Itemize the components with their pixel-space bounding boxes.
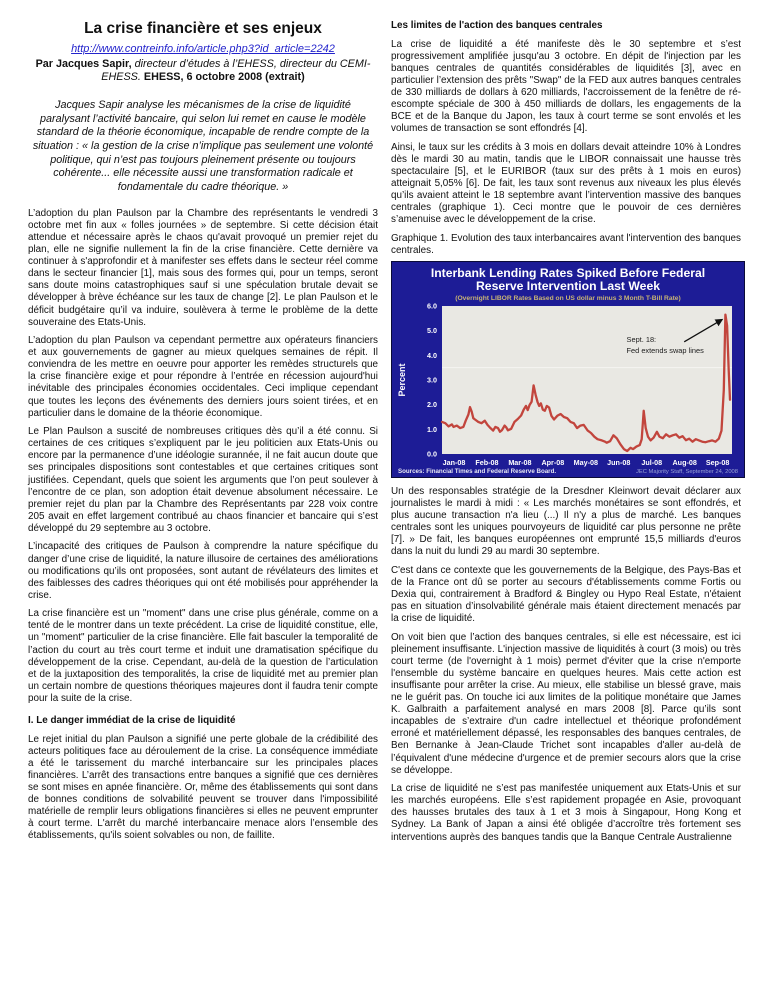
section-heading-central-banks: Les limites de l'action des banques centrales [391, 20, 603, 31]
paragraph: Ainsi, le taux sur les crédits à 3 mois en dollars devait atteindre 10% à Londres dès le mardi 30 au matin, tandis que le LIBOR connaissait une hausse très spectaculaire [5], et le EURIBOR (taux sur des prêts à 1 mois en euros) atteignait 5,05% [6]. De fait, les taux sont revenus aux niveaux les plus élevés qu’ils avaient atteint le 18 septembre avant l’intervention massive des banques centrales (graphique 1). Ceci montre que le pouvoir de ces dernières s’amenuise avec le développement de la crise. [391, 141, 741, 226]
chart-title-line1: Interbank Lending Rates Spiked Before Federal [430, 265, 706, 280]
abstract: Jacques Sapir analyse les mécanismes de la crise de liquidité paralysant l’activité bancaire, qui selon lui remet en cause le modèle standard de la théorie économique, incapable de rendre compte de la situation : « la gestion de la crise n’implique pas seulement une volonté politique, qui n’est pas toujours pleinement présente ou toujours cohérente... elle nécessite aussi une transformation radicale et fondamentale du cadre théorique. » [32, 98, 374, 194]
chart-x-axis-labels [443, 458, 730, 467]
x-tick-label: Sep-08 [705, 457, 730, 467]
x-tick-label: May-08 [573, 457, 599, 467]
byline-date: EHESS, 6 octobre 2008 (extrait) [143, 71, 305, 84]
chart-y-axis-title: Percent [397, 363, 407, 397]
right-column [391, 20, 741, 984]
byline [28, 58, 378, 85]
byline-role: directeur d’études à l’EHESS, directeur du CEMI-EHESS. [101, 58, 371, 84]
byline-author: Par Jacques Sapir, [35, 58, 132, 70]
paragraph: L’adoption du plan Paulson va cependant permettre aux opérateurs financiers et aux gouvernements de gagner au mieux quelques semaines de répit. Il conviendra de les mettre en oeuvre pour apporter les remèdes structurels que la crise financière exige et pour répondre à l’entrée en récession aujourd'hui inévitable des principales économies occidentales. Ceci implique cependant que toutes les leçons des événements des derniers jours soient tirées, et en particulier dans le domaine de la théorie économique. [28, 335, 378, 419]
paragraph: Le rejet initial du plan Paulson a signifié une perte globale de la crédibilité des acteurs politiques face au déroulement de la crise. La conséquence immédiate a été le tarissement du marché interbancaire sur les principales places financières. L’arrêt des transactions entre banques a signifié que ces dernières se sont mises en apnée financière. Or, même des établissements qui sont dans de bonnes conditions de solvabilité peuvent se trouver dans l'impossibilité matérielle de remplir leurs obligations financières si elles ne peuvent emprunter à court terme. L'arrêt du marché interbancaire menace alors l’ensemble des établissements, qu'ils soient solvables ou non, de faillite. [28, 733, 378, 842]
chart-sources: Sources: Financial Times and Federal Reserve Board. [398, 467, 557, 475]
y-tick-label: 5.0 [427, 326, 437, 336]
article-url-row [28, 39, 378, 57]
y-tick-label: 1.0 [427, 424, 437, 434]
y-tick-label: 2.0 [427, 400, 437, 410]
chart-caption: Graphique 1. Evolution des taux interbancaires avant l'intervention des banques centrales. [391, 232, 741, 256]
chart-annotation-line2: Fed extends swap lines [626, 345, 704, 355]
x-tick-label: Jul-08 [641, 457, 663, 467]
chart-plot-area [442, 306, 732, 454]
article-url-link[interactable]: http://www.contreinfo.info/article.php3?id_article=2242 [71, 43, 335, 55]
section-heading-liquidity-danger: I. Le danger immédiat de la crise de liquidité [28, 714, 236, 726]
chart-canvas [391, 261, 745, 478]
x-tick-label: Jan-08 [442, 457, 466, 467]
y-tick-label: 4.0 [427, 350, 437, 360]
paragraph: L’incapacité des critiques de Paulson à comprendre la nature spécifique du danger d’une crise de liquidité, la nature illusoire de certaines des améliorations ou modifications qu’ils ont proposées, sont autant de révélateurs des limites et des faiblesses des cadres théoriques qui ont été mobilisés pour appréhender la crise. [28, 541, 378, 601]
x-tick-label: Mar-08 [508, 457, 532, 467]
chart-annotation-line1: Sept. 18: [626, 334, 657, 344]
article-title: La crise financière et ses enjeux [84, 20, 322, 37]
x-tick-label: Feb-08 [475, 457, 499, 467]
paragraph: Le Plan Paulson a suscité de nombreuses critiques dès qu’il a été connu. Si certaines de ces critiques s’expliquent par le jeu politicien aux Etats-Unis ou encore par la permanence d’une idéologie surannée, il ne fait aucun doute que ses principales dispositions sont contestables et que certaines critiques sont justifiées. Cependant, quels que soient les arguments que l’on peut soulever à l’encontre de ce plan, son adoption était devenue absolument nécessaire. Le premier rejet du plan par la Chambre des Représentants par 228 voix contre 205 avait en effet largement contribué au chaos financier et bancaire qui s’est développé du 29 septembre au 3 octobre. [28, 426, 378, 534]
left-column [28, 20, 378, 984]
paragraph: L’adoption du plan Paulson par la Chambre des représentants le vendredi 3 octobre met fin aux « folles journées » de septembre. Si cette décision était attendue et nécessaire après le chaos qu'avait provoqué un premier rejet du plan, elle ne signifie nullement la fin de la crise financière. Cette dernière va continuer à s'approfondir et à manifester ses effets dans le secteur réel comme dans le secteur financier [1], mais sous des formes qui, pour un temps, seront sans doute moins catastrophiques sauf si une spéculation brutale devait se développer à brève échéance sur les taux de change [2]. Le plan Paulson et le déficit budgétaire qu’il va induire, soulèvera à terme le problème de la dette souveraine des Etats-Unis. [28, 207, 378, 328]
chart-title-line2: Reserve Intervention Last Week [475, 278, 661, 293]
y-tick-label: 6.0 [427, 301, 437, 311]
chart-subtitle: (Overnight LIBOR Rates Based on US dollar minus 3 Month T-Bill Rate) [455, 294, 681, 302]
y-tick-label: 0.0 [427, 449, 437, 459]
interbank-rates-chart [391, 261, 743, 478]
x-tick-label: Jun-08 [607, 457, 631, 467]
y-tick-label: 3.0 [427, 375, 437, 385]
x-tick-label: Apr-08 [541, 457, 565, 467]
paragraph: La crise de liquidité a été manifeste dès le 30 septembre et s’est progressivement amplifiée jusqu'au 3 octobre. En dépit de l'injection par les banques centrales de quantités considérables de liquidités [3], avec en particulier l’extension des prêts "Swap" de la FED aux autres banques centrales de 330 milliards de dollars à 620 milliards, l'accroissement de la fenêtre de ré-escompte spéciale de 300 à 450 milliards de dollars, les engagements de la BCE et de la Banque du Japon, les taux à court terme se sont envolés et les volumes de transaction se sont effondrés [4]. [391, 38, 741, 135]
x-tick-label: Aug-08 [672, 457, 697, 467]
paragraph: Un des responsables stratégie de la Dresdner Kleinwort devait déclarer aux journalistes le mardi à midi : « Les marchés monétaires se sont effondrés, et plus aucune transaction n'a lieu (...) Il n'y a plus de marché. Les banques centrales sont les uniques pourvoyeurs de liquidité car plus personne ne prête [7]. » De fait, les banques européennes ont emprunté 15,5 milliards d'euros dans la nuit du lundi 29 au mardi 30 septembre. [391, 485, 741, 558]
paragraph: On voit bien que l’action des banques centrales, si elle est nécessaire, est ici pleinement insuffisante. L'injection massive de liquidités à court (3 mois) ou très court terme (de l'overnight à 1 mois) permet d'éviter que la crise n'emporte l'ensemble du système bancaire en quelques heures. Mais cette action est insuffisante pour arrêter la crise. Au mieux, elle stabilise un blessé grave, mais ne le guérit pas. On touche ici aux limites de la politique monétaire que James K. Galbraith a parfaitement analysé en mars 2008 [8]. Parce qu’ils sont incapables de s’extraire d'un cadre intellectuel et théorique profondément erroné et matériellement dépassé, les responsables des banques centrales, de Ben Bernanke à Jean-Claude Trichet sont incapables d'aller au-delà de l’équivalent d'une médecine d'urgence et de premier secours alors que la crise se développe. [391, 631, 741, 776]
chart-credit: JEC Majority Staff, September 24, 2008 [635, 468, 738, 475]
paragraph: La crise de liquidité ne s’est pas manifestée uniquement aux Etats-Unis et sur les marchés européens. Elle s’est rapidement propagée en Asie, provoquant des hausses brutales des taux à 1 et 3 mois à Singapour, Hong Kong et Sydney. La Bank of Japan a ainsi été obligée d’accroître très fortement ses interventions auprès des banques tandis que la Banque Centrale Australienne [391, 783, 741, 843]
paragraph: C'est dans ce contexte que les gouvernements de la Belgique, des Pays-Bas et de la France ont dû se porter au secours d'établissements comme Fortis ou Dexia qui, contrairement à Bradford & Bingley ou Hypo Real Estate, n'étaient pas en situation d’insolvabilité générale mais étaient directement menacés par la crise de liquidité. [391, 564, 741, 625]
paragraph: La crise financière est un "moment" dans une crise plus générale, comme on a tenté de le montrer dans un texte précédent. La crise de liquidité constitue, elle, un "moment" particulier de la crise financière. Elle fait basculer la temporalité de l’action du court au très court terme et induit une dramatisation spécifique du développement de la crise. Cependant, au-delà de la question de l’articulation et de la juxtaposition des temporalités, la crise de liquidité met au premier plan un certain nombre de questions théoriques majeures dont il faudra tenir compte pour la suite de la crise. [28, 608, 378, 704]
